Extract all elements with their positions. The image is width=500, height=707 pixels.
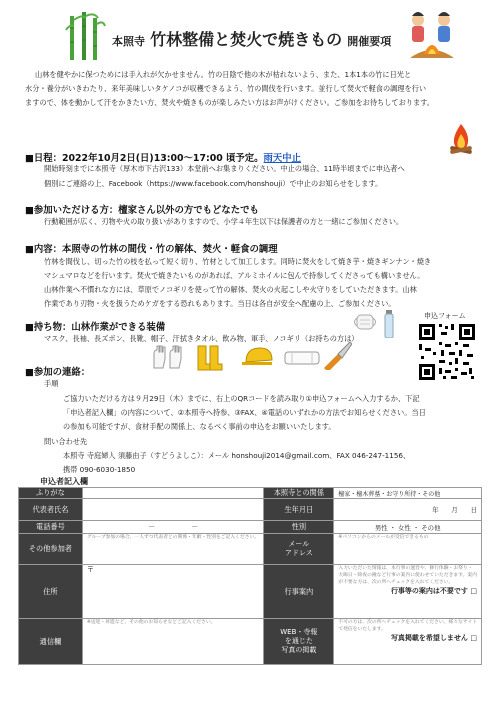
bottle-icon xyxy=(384,310,394,338)
content-line-3: 山林作業へ不慣れな方には、草原でノコギリを使って竹の解体、焚火の火起こしや火守りをしていただきます。山林 xyxy=(44,285,417,294)
items-heading: ■持ち物：山林作業ができる装備 xyxy=(25,322,166,333)
birthday-label: 生年月日 xyxy=(264,499,334,521)
memo-field[interactable] xyxy=(82,619,264,665)
contact-heading: ■参加の連絡： xyxy=(25,367,91,378)
date-heading-text: ■日程：2022年10月2日(日)13:00～17:00 頃予定。 xyxy=(25,153,264,164)
content-line-4: 作業であり刃物・火を扱うためケガをする恐れもあります。当日は各自が安全へ配慮の上、ご参加ください。 xyxy=(44,299,396,308)
memo-note: ※送迎・昇進など、その他のお知らせなどご記入ください。 xyxy=(86,620,216,625)
qr-label: 申込フォーム xyxy=(424,312,466,320)
boots-icon xyxy=(196,344,224,372)
email-label: メール アドレス xyxy=(264,534,334,565)
procedure-line-1: ご協力いただける方は９月29日（木）までに、右上のQRコードを読み取り①申込フォームへ入力するか、下記 xyxy=(63,394,420,403)
address-label: 住所 xyxy=(19,565,83,619)
furigana-label: ふりがな xyxy=(19,488,83,499)
events-cell xyxy=(334,565,482,619)
memo-label: 通信欄 xyxy=(19,619,83,665)
email-field[interactable] xyxy=(334,534,482,565)
title xyxy=(112,27,391,50)
events-label: 行事案内 xyxy=(264,565,334,619)
date-line-1: 開始時刻までに本照寺（厚木市下古沢133）本堂前へお集まりください。中止の場合、11時半頃までに申込者へ xyxy=(44,164,405,173)
bonfire-people-icon xyxy=(402,6,462,64)
form-title: 申込者記入欄 xyxy=(40,477,88,486)
email-note: ※パソコンからのメールが受信できるもの xyxy=(338,535,429,540)
items-line: マスク、長袖、長ズボン、長靴、帽子、汗拭きタオル、飲み物、軍手、ノコギリ（お持ちの方は） xyxy=(44,334,359,343)
qr-code-icon[interactable] xyxy=(417,322,477,382)
date-heading xyxy=(25,150,301,164)
furigana-field[interactable] xyxy=(82,488,264,499)
who-heading: ■参加いただける方：檀家さん以外の方でもどなたでも xyxy=(25,205,259,216)
inquiry-line-1: 本照寺 寺庭婦人 須藤由子（すどうよしこ）：メール honshouji2014@gmail.com、FAX 046-247-1156、 xyxy=(63,451,411,460)
address-field[interactable] xyxy=(82,565,264,619)
content-line-1: 竹林を間伐し、切った竹の枝を払って短く切り、竹材として加工します。同時に焚火をして焼き芋・焼きギンナン・焼き xyxy=(44,257,432,266)
photo-label: WEB・寺報 を通じた 写真の掲載 xyxy=(264,619,334,665)
towel-icon xyxy=(284,350,320,366)
gloves-icon xyxy=(150,344,186,370)
photo-checkbox[interactable]: 写真掲載を希望しません □ xyxy=(390,634,477,642)
saw-icon xyxy=(322,340,352,370)
title-suffix: 開催要項 xyxy=(347,35,392,48)
org-name: 本照寺 xyxy=(112,35,145,48)
relation-options[interactable]: 檀家・檀木葬墓・お守り所持・その他 xyxy=(334,488,482,499)
relation-label: 本照寺との関係 xyxy=(264,488,334,499)
phone-field[interactable]: － － xyxy=(82,521,264,534)
bamboo-icon xyxy=(62,10,106,60)
birthday-field[interactable]: 年 月 日 xyxy=(334,499,482,521)
events-checkbox[interactable]: 行事等の案内は不要です □ xyxy=(390,587,477,595)
events-note: 入力いただいた情報は、本行事の運営や、修行体験・お祭り・大晦日・除夜の鐘など行事の案内に使わせていただきます。案内が不要な方は、次の所へチェックを入れてください。 xyxy=(338,566,478,585)
intro-line-1: 山林を健やかに保つためには手入れが欠かせません。竹の日陰で他の木が枯れないよう、また、1本1本の竹に日光と xyxy=(35,70,412,79)
inquiry-line-2: 携帯 090-6030-1850 xyxy=(63,465,136,474)
inquiry-label: 問い合わせ先 xyxy=(44,437,88,446)
hat-icon xyxy=(240,346,274,368)
photo-cell xyxy=(334,619,482,665)
others-label: その他参加者 xyxy=(19,534,83,565)
procedure-line-3: の参加も可能ですが、食材手配の関係上、なるべく事前の申込をお願いいたします。 xyxy=(63,422,336,431)
content-heading: ■内容：本照寺の竹林の間伐・竹の解体、焚火・軽食の調理 xyxy=(25,244,278,255)
gender-label: 性別 xyxy=(264,521,334,534)
phone-label: 電話番号 xyxy=(19,521,83,534)
application-form xyxy=(18,487,482,665)
others-note: グループ参加の場合、一人ずつ代表者との関係・年齢・性別をご記入ください。 xyxy=(86,535,260,540)
date-line-2: 個別にご連絡の上、Facebook（https://www.facebook.com/honshouji）で中止のお知らせをします。 xyxy=(44,179,383,188)
name-label: 代表者氏名 xyxy=(19,499,83,521)
intro-line-3: ますので、体を動かして汗をかきたい方、焚火や焼きものが楽しみたい方はお声がけください。ご参加をお待ちしております。 xyxy=(25,98,434,107)
postal-mark: 〒 xyxy=(86,565,95,574)
procedure-label: 手順 xyxy=(44,379,59,388)
who-line: 行動範囲が広く、刃物や火の取り扱いがありますので、小学４年生以下は保護者の方と一緒にご参加ください。 xyxy=(44,217,404,226)
others-field[interactable] xyxy=(82,534,264,565)
content-line-2: マシュマロなどを行います。焚火で焼きたいものがあれば、アルミホイルに包んで持参してくださっても構いません。 xyxy=(44,271,425,280)
photo-note: 不可の方は、次の所へチェックを入れてください。様々なサイトで発信をいたします。 xyxy=(338,620,477,632)
title-main: 竹林整備と焚火で焼きもの xyxy=(150,30,343,49)
procedure-line-2: 「申込者記入欄」の内容について、②本照寺へ持参、③FAX、④電話のいずれかの方法でお知らせください。当日 xyxy=(63,408,426,417)
mask-icon xyxy=(352,313,378,331)
gender-options[interactable]: 男性 ・ 女性 ・ その他 xyxy=(334,521,482,534)
cancel-note: 雨天中止 xyxy=(263,153,302,164)
campfire-icon xyxy=(446,122,476,156)
name-field[interactable] xyxy=(82,499,264,521)
intro-line-2: 水分・養分がいきわたり、来年美味しいタケノコが収穫できるよう、竹の間伐を行います。並行して焚火で軽食の調理を行い xyxy=(25,84,427,93)
